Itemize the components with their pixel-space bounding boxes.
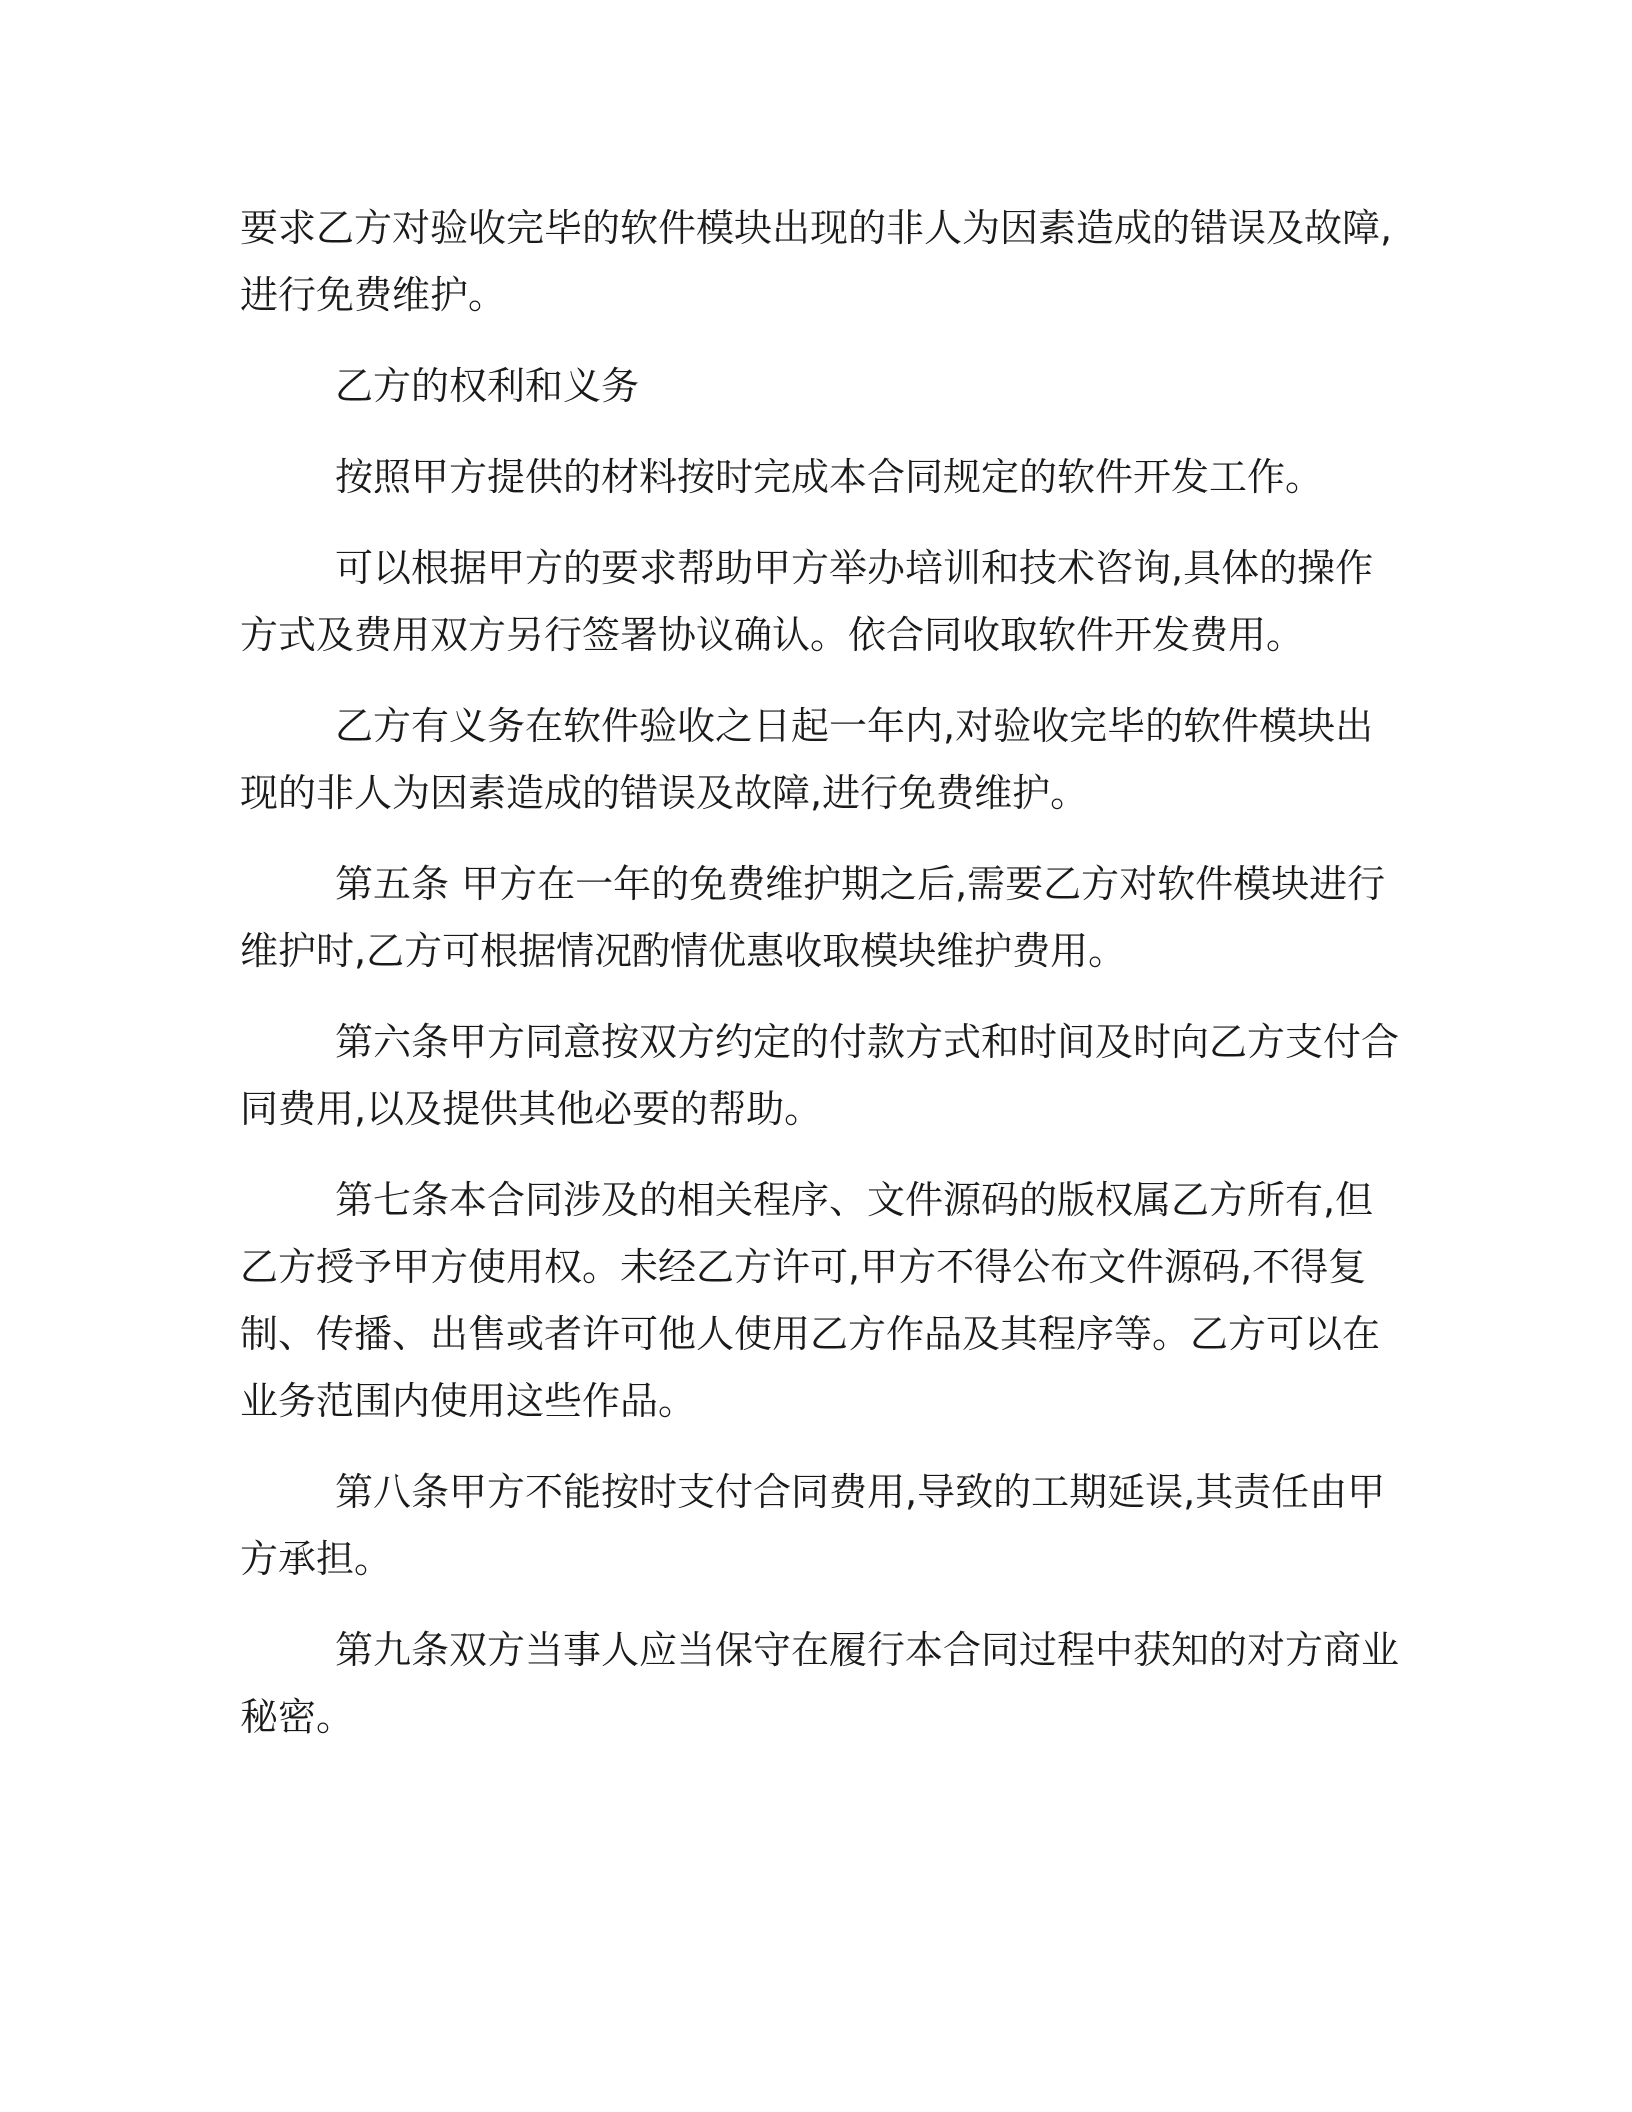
paragraph-free-maintenance: 乙方有义务在软件验收之日起一年内,对验收完毕的软件模块出现的非人为因素造成的错误及故障,进行免费维护。 — [240, 704, 1374, 815]
paragraph-maintenance-request: 要求乙方对验收完毕的软件模块出现的非人为因素造成的错误及故障,进行免费维护。 — [240, 206, 1393, 317]
article-8: 第八条甲方不能按时支付合同费用,导致的工期延误,其责任由甲方承担。 — [240, 1470, 1386, 1581]
article-9: 第九条双方当事人应当保守在履行本合同过程中获知的对方商业秘密。 — [240, 1628, 1400, 1739]
article-5: 第五条 甲方在一年的免费维护期之后,需要乙方对软件模块进行维护时,乙方可根据情况酌情优惠收取模块维护费用。 — [240, 862, 1386, 973]
article-6: 第六条甲方同意按双方约定的付款方式和时间及时向乙方支付合同费用,以及提供其他必要的帮助。 — [240, 1020, 1400, 1131]
paragraph-development-work: 按照甲方提供的材料按时完成本合同规定的软件开发工作。 — [335, 455, 1324, 499]
paragraph-training-consulting: 可以根据甲方的要求帮助甲方举办培训和技术咨询,具体的操作方式及费用双方另行签署协议确认。依合同收取软件开发费用。 — [240, 546, 1374, 657]
section-heading-party-b-rights: 乙方的权利和义务 — [335, 364, 640, 408]
article-7: 第七条本合同涉及的相关程序、文件源码的版权属乙方所有,但乙方授予甲方使用权。未经乙方许可,甲方不得公布文件源码,不得复制、传播、出售或者许可他人使用乙方作品及其程序等。乙方可以在业务范围内使用这些作品。 — [240, 1178, 1381, 1423]
document-body — [240, 195, 1410, 1775]
